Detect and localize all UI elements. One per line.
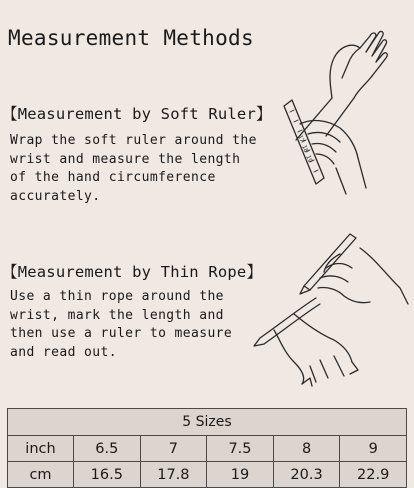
instruction-line: Use a thin rope around the bbox=[10, 289, 224, 304]
soft-ruler-heading: 【Measurement by Soft Ruler】 bbox=[2, 105, 272, 123]
table-row bbox=[8, 462, 407, 488]
table-cell: 7 bbox=[140, 436, 207, 462]
size-chart-table bbox=[7, 408, 407, 488]
soft-ruler-instructions bbox=[10, 132, 255, 206]
table-cell: 22.9 bbox=[340, 462, 407, 488]
hand-wrapping-tape-measure-icon bbox=[262, 18, 410, 198]
instruction-line: of the hand circumference bbox=[10, 170, 216, 185]
thin-rope-heading: 【Measurement by Thin Rope】 bbox=[2, 263, 263, 281]
page-title: Measurement Methods bbox=[8, 26, 254, 50]
instruction-line: Wrap the soft ruler around the bbox=[10, 133, 257, 148]
table-cell: 16.5 bbox=[74, 462, 141, 488]
instruction-line: and read out. bbox=[10, 344, 117, 360]
instruction-line: accurately. bbox=[10, 188, 101, 204]
instruction-line: wrist and measure the length bbox=[10, 151, 241, 167]
thin-rope-instructions bbox=[10, 288, 255, 362]
instruction-line: then use a ruler to measure bbox=[10, 326, 233, 341]
table-cell: 9 bbox=[340, 436, 407, 462]
size-count-caption: 5 Sizes bbox=[8, 409, 407, 436]
table-caption-row bbox=[8, 409, 407, 436]
svg-text:17 18 19: 17 18 19 bbox=[296, 134, 314, 164]
table-row bbox=[8, 436, 407, 462]
table-cell: 19 bbox=[207, 462, 274, 488]
row-label-inch: inch bbox=[8, 436, 74, 462]
row-label-cm: cm bbox=[8, 462, 74, 488]
table-cell: 20.3 bbox=[273, 462, 340, 488]
table-cell: 17.8 bbox=[140, 462, 207, 488]
table-cell: 7.5 bbox=[207, 436, 274, 462]
instruction-line: wrist, mark the length and bbox=[10, 307, 224, 323]
table-cell: 8 bbox=[273, 436, 340, 462]
table-cell: 6.5 bbox=[74, 436, 141, 462]
hand-with-pen-and-rope-icon bbox=[240, 228, 410, 393]
